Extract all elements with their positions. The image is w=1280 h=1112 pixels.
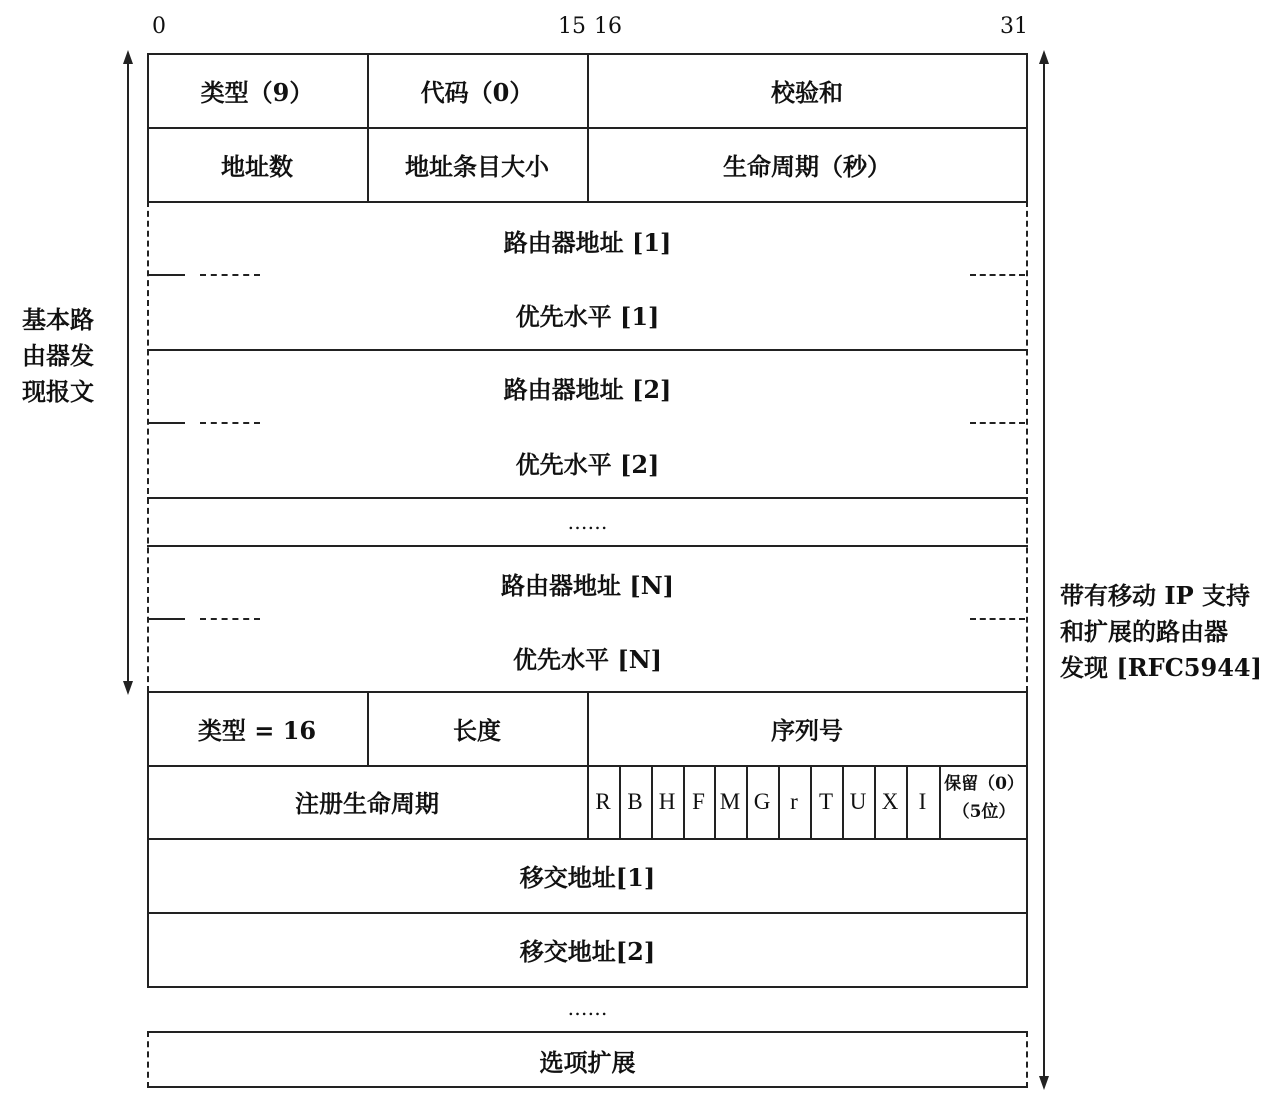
field-reserved <box>941 770 1027 826</box>
flag-r-upper: R <box>595 788 611 814</box>
flag-h: H <box>658 788 676 814</box>
field-router-address-2: 路由器地址 [2] <box>503 374 672 404</box>
flag-u: U <box>849 788 867 814</box>
reserved-line-2: （5位） <box>952 802 1016 822</box>
entry-tick-dashed <box>200 422 260 424</box>
left-label <box>22 302 94 410</box>
entry-tick <box>149 422 185 424</box>
left-label-line-3: 现报文 <box>22 377 94 406</box>
bit-label-31: 31 <box>1000 14 1028 39</box>
field-num-addrs: 地址数 <box>221 151 293 181</box>
field-ext-type: 类型 = 16 <box>197 715 317 745</box>
flag-x: X <box>881 788 899 814</box>
left-span-arrow <box>116 50 140 695</box>
bit-label-15: 15 <box>558 14 586 39</box>
frame-line <box>147 986 1028 988</box>
left-label-line-1: 基本路 <box>22 305 94 334</box>
field-type: 类型（9） <box>200 77 314 107</box>
left-label-line-2: 由器发 <box>22 341 94 370</box>
field-addr-entry-size: 地址条目大小 <box>405 151 549 181</box>
entry-tick <box>149 274 185 276</box>
field-preference-n: 优先水平 [N] <box>512 644 662 674</box>
flag-t: T <box>818 788 834 814</box>
entry-tick-dashed <box>970 422 1025 424</box>
reserved-line-1: 保留（0） <box>944 774 1024 794</box>
entry-tick-dashed <box>970 274 1025 276</box>
field-care-of-2: 移交地址[2] <box>519 937 656 966</box>
entry-tick-dashed <box>200 274 260 276</box>
field-code: 代码（0） <box>420 77 534 107</box>
flag-f: F <box>692 788 705 814</box>
field-option-ext: 选项扩展 <box>539 1047 636 1077</box>
right-span-arrow <box>1032 50 1056 1090</box>
right-label-line-2: 和扩展的路由器 <box>1060 617 1228 646</box>
field-lifetime: 生命周期（秒） <box>723 151 891 181</box>
flag-g: G <box>753 788 771 814</box>
right-label <box>1060 578 1262 686</box>
field-checksum: 校验和 <box>771 77 843 107</box>
field-router-address-n: 路由器地址 [N] <box>500 570 674 600</box>
field-care-of-1: 移交地址[1] <box>519 863 656 892</box>
bit-label-0: 0 <box>152 14 166 39</box>
field-ext-length: 长度 <box>453 715 501 745</box>
bit-label-16: 16 <box>594 14 622 39</box>
ellipsis-bottom: …… <box>567 996 608 1020</box>
ellipsis-middle: …… <box>567 510 608 534</box>
right-label-line-1: 带有移动 IP 支持 <box>1060 581 1250 610</box>
field-ext-seq: 序列号 <box>771 715 843 745</box>
field-preference-1: 优先水平 [1] <box>515 301 660 331</box>
flag-r-lower: r <box>790 788 798 814</box>
flag-i: I <box>918 788 927 814</box>
right-label-line-3: 发现 [RFC5944] <box>1060 653 1262 682</box>
flag-m: M <box>719 788 741 814</box>
field-preference-2: 优先水平 [2] <box>515 449 660 479</box>
field-router-address-1: 路由器地址 [1] <box>503 227 672 257</box>
field-reg-lifetime: 注册生命周期 <box>295 789 439 818</box>
flag-b: B <box>627 788 643 814</box>
